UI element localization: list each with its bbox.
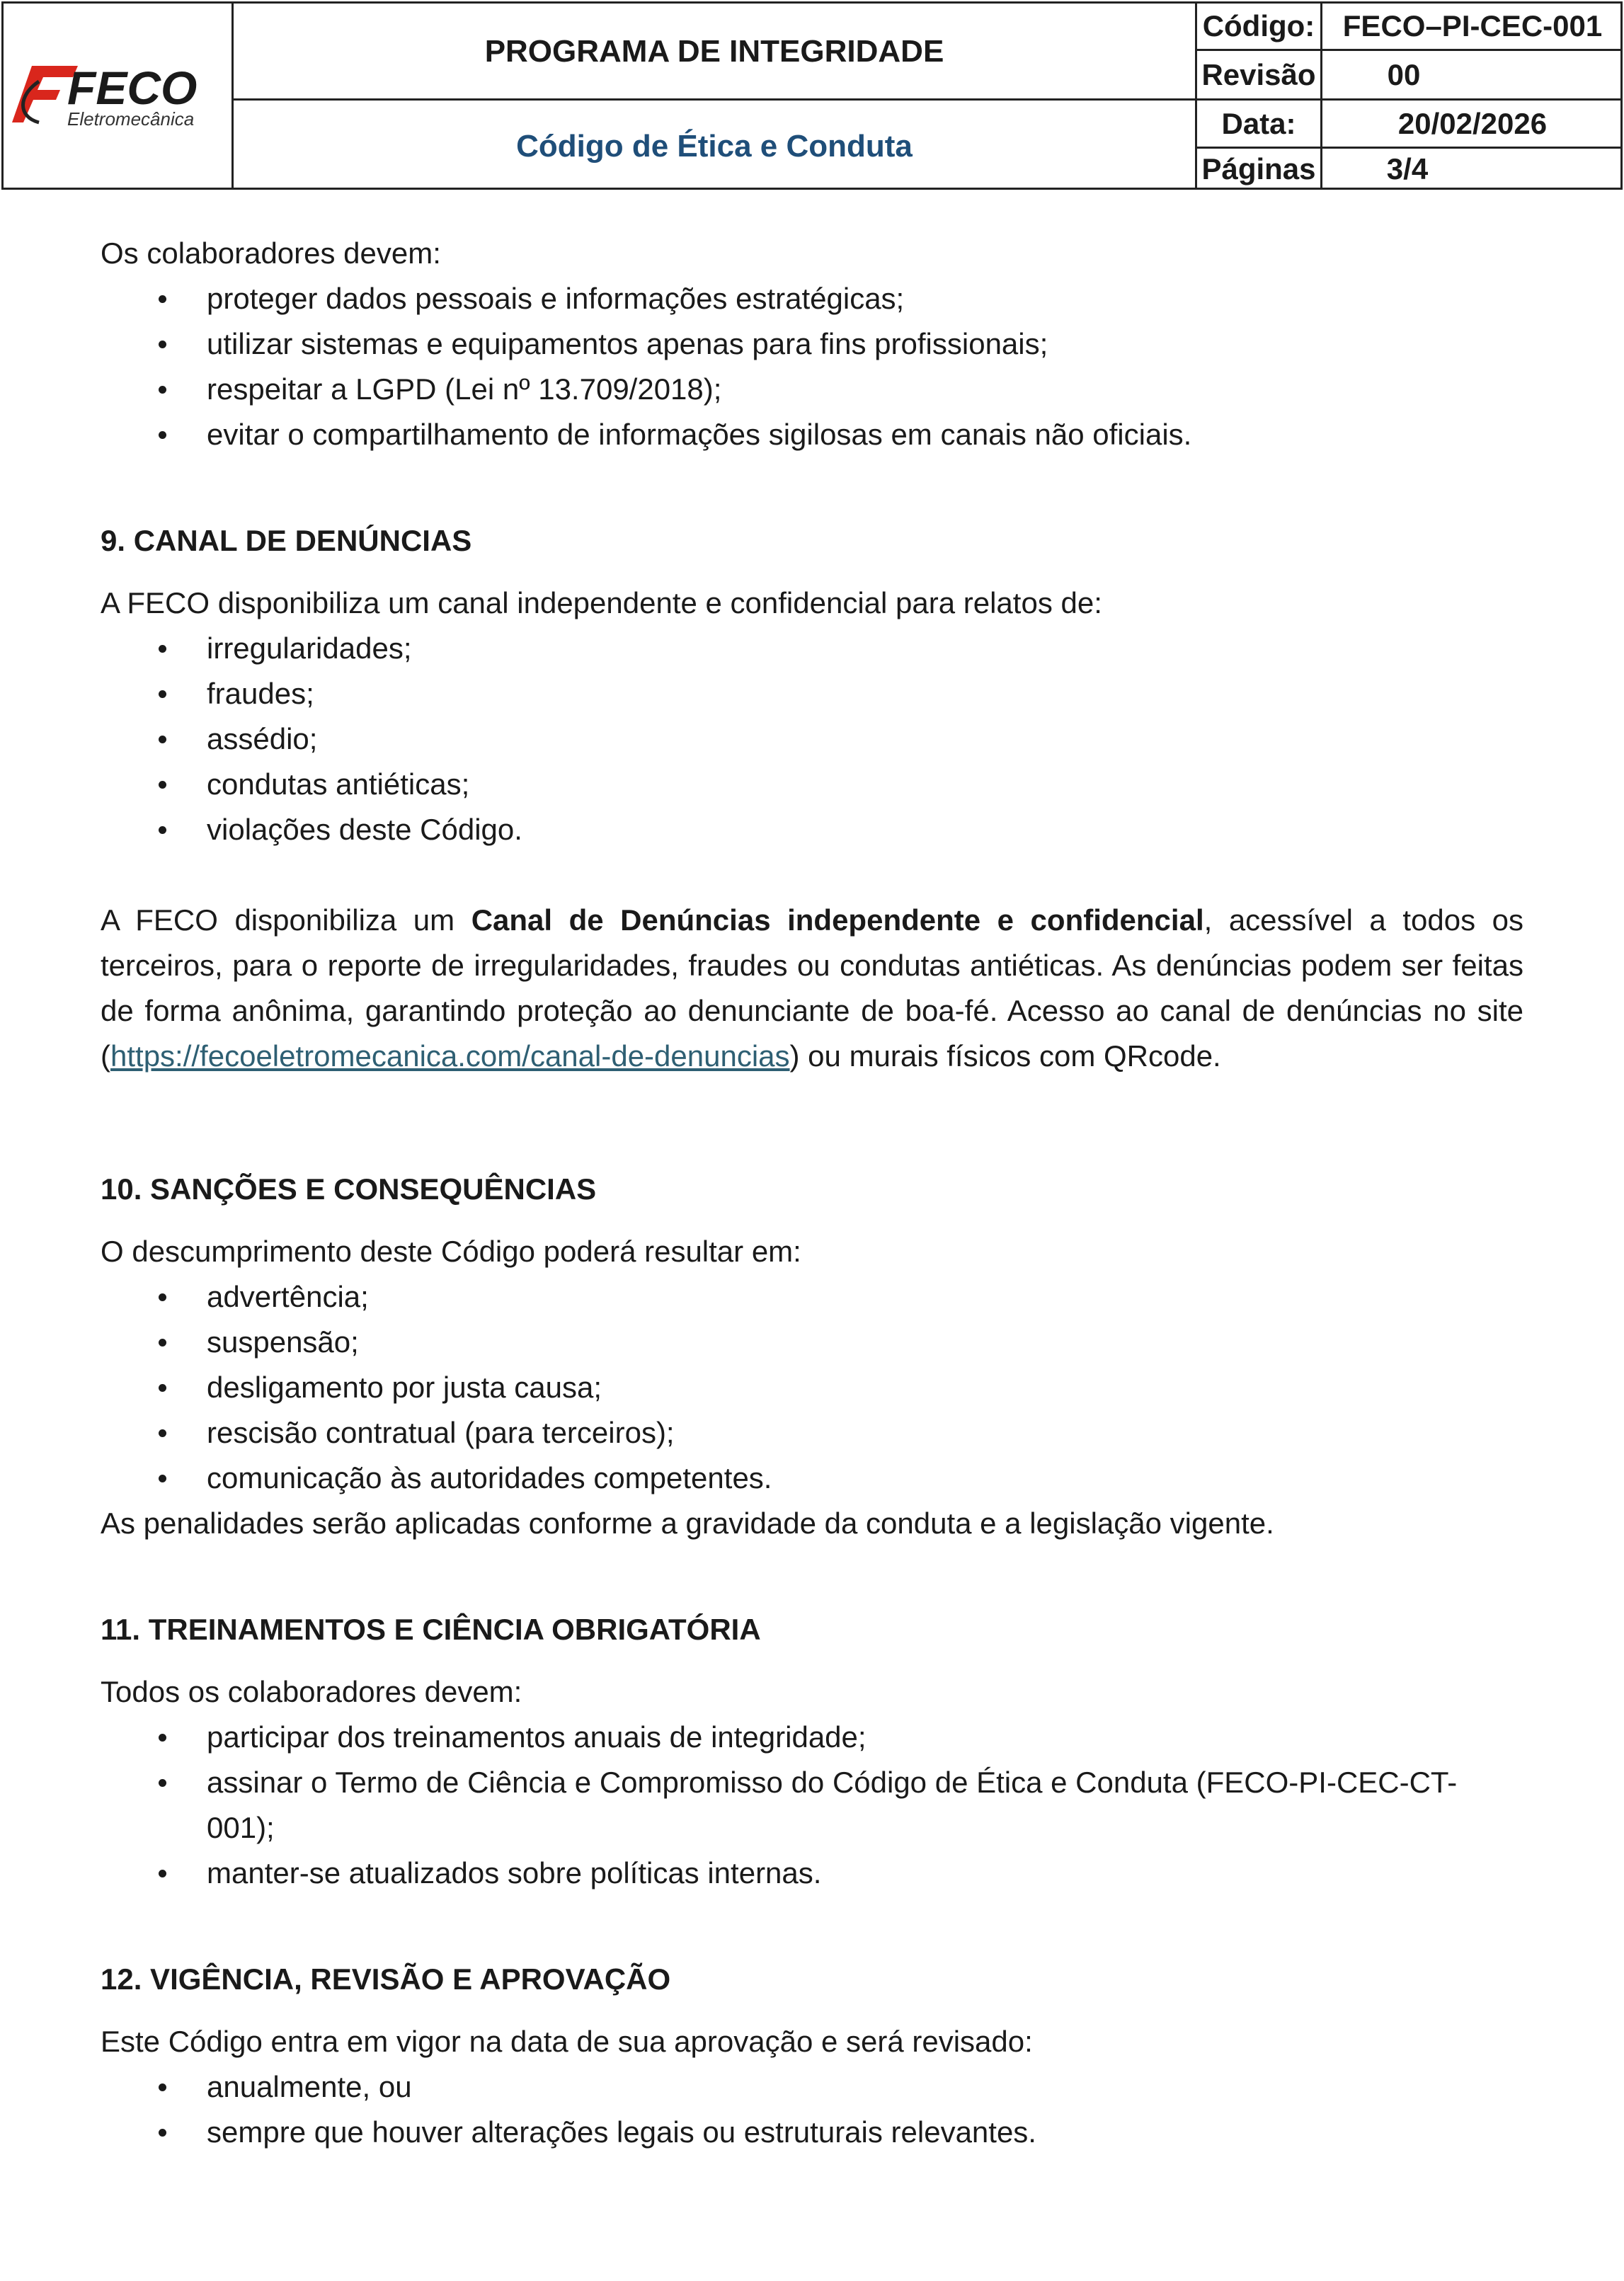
list-item: anualmente, ou [101, 2064, 1523, 2110]
logo-text: FECO [67, 62, 198, 114]
list-item: comunicação às autoridades competentes. [101, 1456, 1523, 1501]
list-item: irregularidades; [101, 626, 1523, 671]
pages-label: Páginas [1201, 152, 1316, 185]
intro-lead: Os colaboradores devem: [101, 236, 441, 270]
section-11-list [101, 1715, 1523, 1896]
section-10-list [101, 1274, 1523, 1501]
date-label: Data: [1221, 106, 1296, 140]
list-item: participar dos treinamentos anuais de integridade; [101, 1715, 1523, 1760]
list-item: evitar o compartilhamento de informações sigilosas em canais não oficiais. [101, 412, 1523, 457]
list-item: assédio; [101, 716, 1523, 762]
list-item: sempre que houver alterações legais ou estruturais relevantes. [101, 2110, 1523, 2155]
list-item: manter-se atualizados sobre políticas internas. [101, 1851, 1523, 1896]
document-title: Código de Ética e Conduta [516, 129, 913, 164]
document-body [101, 231, 1523, 2155]
list-item: rescisão contratual (para terceiros); [101, 1410, 1523, 1456]
list-item: assinar o Termo de Ciência e Compromisso do Código de Ética e Conduta (FECO-PI-CEC-CT-001); [101, 1760, 1523, 1851]
revision-label: Revisão [1201, 57, 1316, 91]
revision-value: 00 [1387, 57, 1421, 91]
list-item: fraudes; [101, 671, 1523, 716]
list-item: violações deste Código. [101, 807, 1523, 852]
code-label: Código: [1202, 9, 1315, 42]
denuncias-link[interactable]: https://fecoeletromecanica.com/canal-de-denuncias [110, 1039, 790, 1073]
paragraph-text: ) ou murais físicos com QRcode. [789, 1039, 1221, 1073]
list-item: advertência; [101, 1274, 1523, 1320]
list-item: utilizar sistemas e equipamentos apenas para fins profissionais; [101, 321, 1523, 367]
list-item: proteger dados pessoais e informações estratégicas; [101, 276, 1523, 321]
list-item: respeitar a LGPD (Lei nº 13.709/2018); [101, 367, 1523, 412]
list-item: suspensão; [101, 1320, 1523, 1365]
section-11-lead: Todos os colaboradores devem: [101, 1675, 522, 1708]
section-10-lead: O descumprimento deste Código poderá resultar em: [101, 1235, 801, 1268]
section-9-title: 9. CANAL DE DENÚNCIAS [101, 524, 472, 557]
program-title: PROGRAMA DE INTEGRIDADE [484, 33, 944, 69]
paragraph-text: , acessível a todos os terceiros, para o reporte de irregularidades, fraudes ou condutas antiéticas. As denúncias podem ser feitas de forma anônima, garantindo proteção ao denunciante de boa-fé. Acesso ao canal de denúncias no site ( [101, 903, 1523, 1073]
intro-list [101, 276, 1523, 457]
document-header [1, 1, 1623, 190]
list-item: desligamento por justa causa; [101, 1365, 1523, 1410]
company-logo [11, 46, 223, 138]
code-value: FECO–PI-CEC-001 [1342, 9, 1603, 42]
paragraph-text: A FECO disponibiliza um [101, 903, 471, 937]
paragraph-bold-text: Canal de Denúncias independente e confidencial [471, 903, 1204, 937]
section-9-lead: A FECO disponibiliza um canal independente e confidencial para relatos de: [101, 586, 1102, 619]
list-item: condutas antiéticas; [101, 762, 1523, 807]
logo-subtext: Eletromecânica [67, 108, 195, 130]
section-12-title: 12. VIGÊNCIA, REVISÃO E APROVAÇÃO [101, 1962, 671, 1996]
date-value: 20/02/2026 [1397, 106, 1548, 140]
section-10-tail: As penalidades serão aplicadas conforme a gravidade da conduta e a legislação vigente. [101, 1507, 1274, 1540]
section-10-title: 10. SANÇÕES E CONSEQUÊNCIAS [101, 1172, 597, 1206]
section-9-list [101, 626, 1523, 852]
section-12-lead: Este Código entra em vigor na data de sua aprovação e será revisado: [101, 2025, 1033, 2058]
section-12-list [101, 2064, 1523, 2155]
pages-value: 3/4 [1386, 152, 1429, 185]
section-11-title: 11. TREINAMENTOS E CIÊNCIA OBRIGATÓRIA [101, 1613, 761, 1646]
section-9-paragraph [101, 898, 1523, 1079]
